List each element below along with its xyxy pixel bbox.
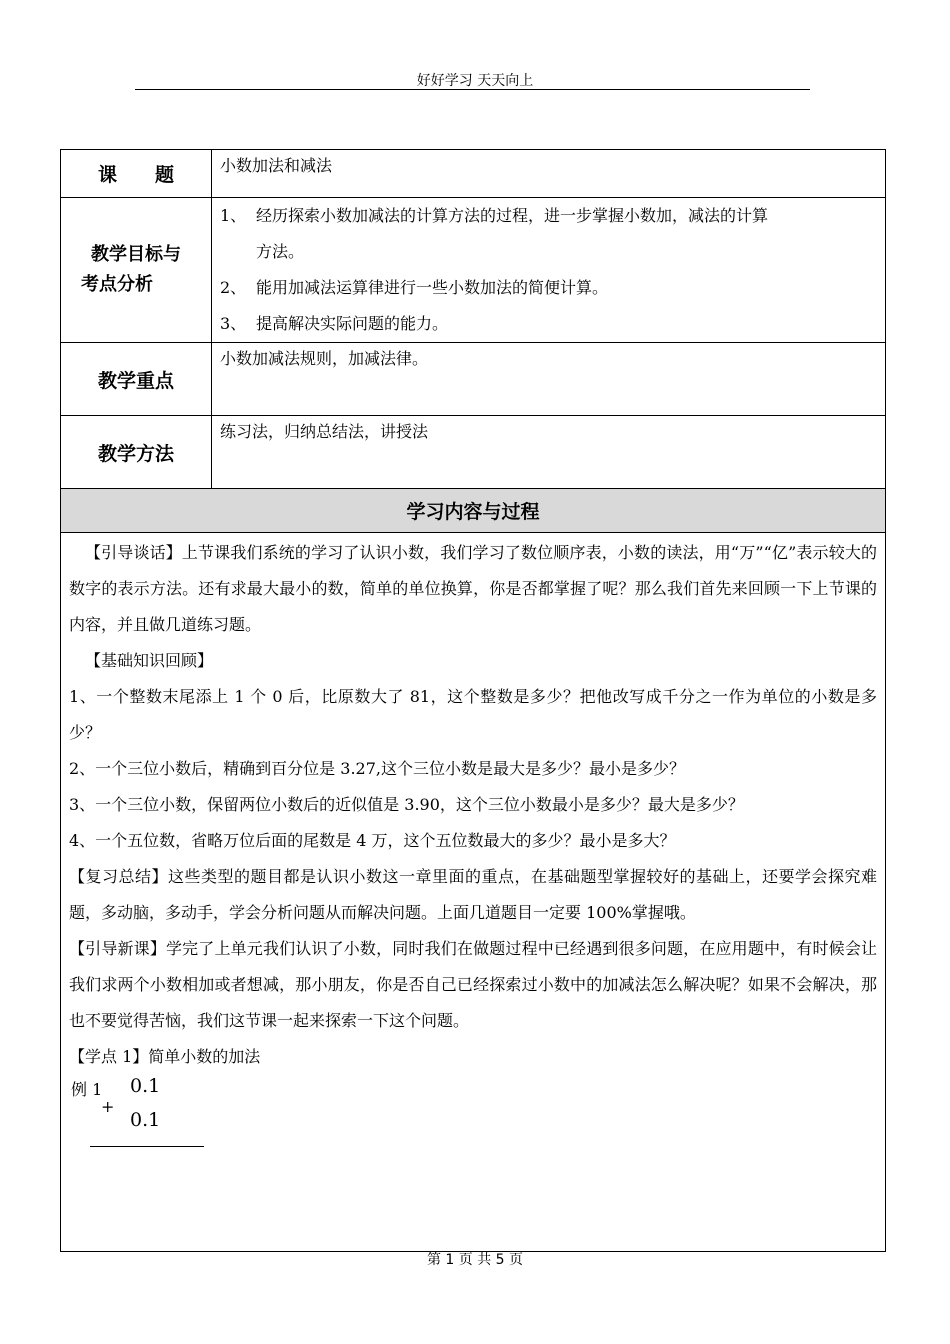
goal-number: 2、	[220, 278, 247, 297]
intro-paragraph: 【引导谈话】上节课我们系统的学习了认识小数，我们学习了数位顺序表，小数的读法，用“万”“亿”表示较大的数字的表示方法。还有求最大最小的数，简单的单位换算，你是否都掌握了呢？那么我们首先来回顾一下上节课的内容，并且做几道练习题。	[69, 543, 877, 634]
new-lesson-paragraph: 【引导新课】学完了上单元我们认识了小数，同时我们在做题过程中已经遇到很多问题，在应用题中，有时候会让我们求两个小数相加或者想减，那小朋友，你是否自己已经探索过小数中的加减法怎么解决呢？如果不会解决，那也不要觉得苦恼，我们这节课一起来探索一下这个问题。	[69, 939, 877, 1030]
goal-number: 3、	[220, 314, 247, 333]
plus-sign: +	[101, 1097, 115, 1116]
goals-label	[61, 198, 212, 343]
method-label: 教学方法	[61, 416, 212, 489]
topic-label: 课 题	[61, 150, 212, 198]
topic-value: 小数加法和减法	[212, 150, 886, 198]
goals-label-line1: 教学目标与	[91, 244, 181, 265]
page-footer: 第 1 页 共 5 页	[426, 1252, 524, 1268]
goal-text: 提高解决实际问题的能力。	[256, 314, 449, 333]
goals-list	[212, 198, 886, 343]
key-points-label: 教学重点	[61, 343, 212, 416]
example-bottom-number: 0.1	[130, 1109, 161, 1131]
review-heading: 【基础知识回顾】	[85, 651, 214, 670]
question-4: 4、一个五位数，省略万位后面的尾数是 4 万，这个五位数最大的多少？最小是多大？	[69, 831, 676, 850]
goal-text: 能用加减法运算律进行一些小数加法的简便计算。	[256, 278, 609, 297]
question-1: 1、一个整数末尾添上 1 个 0 后，比原数大了 81，这个整数是多少？把他改写成千分之一作为单位的小数是多少？	[69, 687, 877, 742]
goals-label-line2: 考点分析	[81, 274, 153, 295]
goal-continuation: 方法。	[256, 242, 305, 261]
lesson-content	[61, 533, 886, 1252]
example-label: 例 1	[71, 1080, 103, 1099]
lesson-plan-table	[60, 149, 886, 1252]
example-top-number: 0.1	[130, 1075, 161, 1097]
section-title: 学习内容与过程	[61, 489, 886, 533]
learning-point-1: 【学点 1】简单小数的加法	[69, 1047, 261, 1066]
question-3: 3、一个三位小数，保留两位小数后的近似值是 3.90，这个三位小数最小是多少？最大是多少？	[69, 795, 744, 814]
header-divider	[135, 89, 810, 90]
goal-number: 1、	[220, 206, 247, 225]
goal-item	[220, 306, 877, 342]
goal-item	[220, 270, 877, 306]
example-1	[69, 1075, 877, 1155]
method-value: 练习法，归纳总结法，讲授法	[212, 416, 886, 489]
goal-text: 经历探索小数加减法的计算方法的过程，进一步掌握小数加，减法的计算	[256, 206, 769, 225]
question-2: 2、一个三位小数后，精确到百分位是 3.27,这个三位小数是最大是多少？最小是多少？	[69, 759, 685, 778]
key-points-value: 小数加减法规则，加减法律。	[212, 343, 886, 416]
example-underline	[90, 1146, 204, 1147]
summary-paragraph: 【复习总结】这些类型的题目都是认识小数这一章里面的重点，在基础题型掌握较好的基础上，还要学会探究难题，多动脑，多动手，学会分析问题从而解决问题。上面几道题目一定要 100%掌握哦。	[69, 867, 877, 922]
goal-item	[220, 198, 877, 234]
page-header: 好好学习 天天向上	[416, 73, 534, 89]
